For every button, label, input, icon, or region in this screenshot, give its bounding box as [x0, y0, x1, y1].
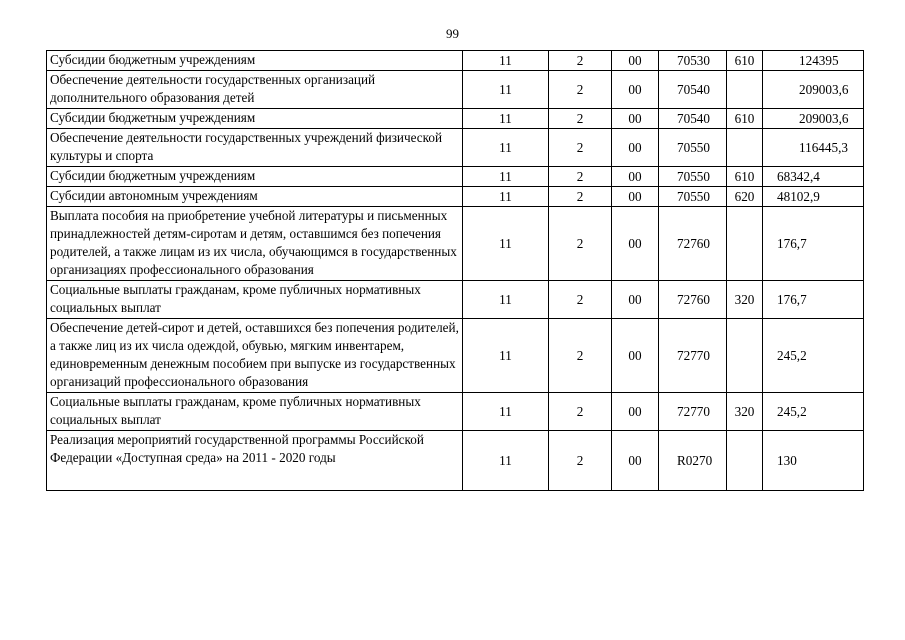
row-target-code: 70550 — [659, 129, 727, 167]
row-target-code: 72760 — [659, 207, 727, 281]
row-program-code: 00 — [612, 431, 659, 491]
table-row — [47, 431, 864, 491]
row-amount: 245,2 — [763, 393, 864, 431]
row-expense-type — [727, 319, 763, 393]
table-row — [47, 109, 864, 129]
row-target-code: 70530 — [659, 51, 727, 71]
row-subsection: 2 — [549, 109, 612, 129]
row-program-code: 00 — [612, 71, 659, 109]
row-amount: 48102,9 — [763, 187, 864, 207]
row-amount: 245,2 — [763, 319, 864, 393]
budget-table — [46, 50, 864, 491]
row-section: 11 — [463, 187, 549, 207]
table-row — [47, 207, 864, 281]
row-target-code: R0270 — [659, 431, 727, 491]
table-row — [47, 281, 864, 319]
row-subsection: 2 — [549, 187, 612, 207]
page-number: 99 — [446, 26, 459, 41]
row-program-code: 00 — [612, 167, 659, 187]
row-name: Обеспечение деятельности государственных организаций дополнительного образования детей — [47, 71, 463, 109]
row-expense-type — [727, 129, 763, 167]
table-row — [47, 167, 864, 187]
row-expense-type — [727, 207, 763, 281]
row-section: 11 — [463, 207, 549, 281]
table-row — [47, 129, 864, 167]
row-section: 11 — [463, 393, 549, 431]
row-program-code: 00 — [612, 51, 659, 71]
row-expense-type: 610 — [727, 167, 763, 187]
row-expense-type: 320 — [727, 281, 763, 319]
row-name: Субсидии бюджетным учреждениям — [47, 167, 463, 187]
row-target-code: 70540 — [659, 109, 727, 129]
row-subsection: 2 — [549, 207, 612, 281]
row-target-code: 72770 — [659, 393, 727, 431]
row-name: Социальные выплаты гражданам, кроме публичных нормативных социальных выплат — [47, 281, 463, 319]
row-subsection: 2 — [549, 71, 612, 109]
row-section: 11 — [463, 319, 549, 393]
row-subsection: 2 — [549, 431, 612, 491]
row-expense-type — [727, 71, 763, 109]
row-target-code: 72760 — [659, 281, 727, 319]
row-subsection: 2 — [549, 393, 612, 431]
row-program-code: 00 — [612, 129, 659, 167]
table-row — [47, 393, 864, 431]
row-expense-type: 610 — [727, 51, 763, 71]
row-amount: 209003,6 — [763, 71, 864, 109]
row-name: Выплата пособия на приобретение учебной литературы и письменных принадлежностей детям-сиротам и детям, оставшимся без попечения родителей, а также лицам из их числа, обучающимся в государственных организациях профессионального образования — [47, 207, 463, 281]
table-row — [47, 71, 864, 109]
row-amount: 116445,3 — [763, 129, 864, 167]
row-amount: 209003,6 — [763, 109, 864, 129]
row-expense-type: 610 — [727, 109, 763, 129]
row-section: 11 — [463, 71, 549, 109]
row-target-code: 70540 — [659, 71, 727, 109]
row-name: Обеспечение детей-сирот и детей, оставшихся без попечения родителей, а также лиц из их числа одеждой, обувью, мягким инвентарем, единовременным денежным пособием при выпуске из государственных организаций профессионального образования — [47, 319, 463, 393]
row-name: Субсидии бюджетным учреждениям — [47, 109, 463, 129]
row-subsection: 2 — [549, 129, 612, 167]
row-subsection: 2 — [549, 51, 612, 71]
row-target-code: 72770 — [659, 319, 727, 393]
row-program-code: 00 — [612, 393, 659, 431]
row-name: Субсидии бюджетным учреждениям — [47, 51, 463, 71]
row-expense-type: 320 — [727, 393, 763, 431]
row-section: 11 — [463, 109, 549, 129]
row-section: 11 — [463, 129, 549, 167]
table-row — [47, 187, 864, 207]
row-amount: 130 — [763, 431, 864, 491]
row-name: Реализация мероприятий государственной программы Российской Федерации «Доступная среда» на 2011 - 2020 годы — [47, 431, 463, 491]
row-amount: 68342,4 — [763, 167, 864, 187]
row-target-code: 70550 — [659, 187, 727, 207]
row-subsection: 2 — [549, 281, 612, 319]
row-name: Субсидии автономным учреждениям — [47, 187, 463, 207]
row-program-code: 00 — [612, 109, 659, 129]
table-row — [47, 51, 864, 71]
row-section: 11 — [463, 431, 549, 491]
row-program-code: 00 — [612, 281, 659, 319]
table-row — [47, 319, 864, 393]
row-amount: 176,7 — [763, 281, 864, 319]
row-amount: 124395 — [763, 51, 864, 71]
row-subsection: 2 — [549, 319, 612, 393]
row-expense-type — [727, 431, 763, 491]
row-program-code: 00 — [612, 319, 659, 393]
row-expense-type: 620 — [727, 187, 763, 207]
row-amount: 176,7 — [763, 207, 864, 281]
row-section: 11 — [463, 167, 549, 187]
row-name: Обеспечение деятельности государственных учреждений физической культуры и спорта — [47, 129, 463, 167]
row-subsection: 2 — [549, 167, 612, 187]
row-target-code: 70550 — [659, 167, 727, 187]
row-name: Социальные выплаты гражданам, кроме публичных нормативных социальных выплат — [47, 393, 463, 431]
row-program-code: 00 — [612, 207, 659, 281]
row-section: 11 — [463, 281, 549, 319]
row-program-code: 00 — [612, 187, 659, 207]
row-section: 11 — [463, 51, 549, 71]
